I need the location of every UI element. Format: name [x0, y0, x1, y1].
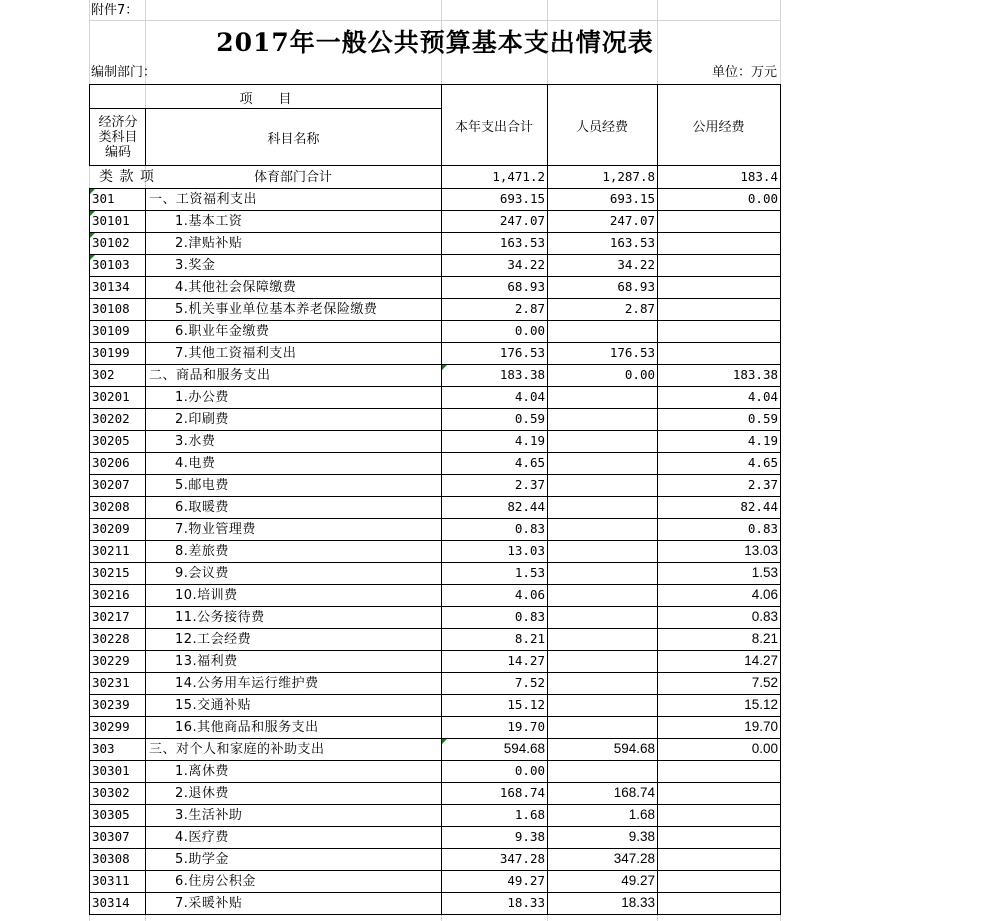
row-name: 8.差旅费: [145, 540, 442, 562]
row-total: 19.70: [441, 716, 548, 738]
row-total: 13.03: [441, 540, 548, 562]
table-row: [89, 760, 781, 783]
summary-row: [89, 166, 781, 189]
summary-total: 1,471.2: [441, 166, 548, 188]
row-personnel: 9.38: [547, 826, 658, 848]
row-name: 2.津贴补贴: [145, 232, 442, 254]
summary-name: 体育部门合计: [145, 166, 442, 188]
row-public: [657, 342, 781, 364]
row-code: 30305: [89, 804, 146, 826]
table-row: [89, 320, 781, 343]
row-personnel: 18.33: [547, 892, 658, 914]
row-personnel: [547, 408, 658, 430]
header-econ-code-line: 类科目: [98, 129, 138, 145]
row-total: 4.04: [441, 386, 548, 408]
attachment-label: 附件7：: [91, 2, 139, 18]
page-title: 2017年一般公共预算基本支出情况表: [216, 28, 654, 57]
row-code: 30211: [89, 540, 146, 562]
row-total: 68.93: [441, 276, 548, 298]
row-name: 7.物业管理费: [145, 518, 442, 540]
row-personnel: [547, 518, 658, 540]
table-row: [89, 804, 781, 827]
row-public: [657, 210, 781, 232]
row-total: 693.15: [441, 188, 548, 210]
row-name: 3.生活补助: [145, 804, 442, 826]
table-row: [89, 430, 781, 453]
header-subject-name: 科目名称: [145, 108, 442, 166]
row-personnel: [547, 562, 658, 584]
table-row: [89, 298, 781, 321]
table-row: [89, 650, 781, 673]
row-name: 一、工资福利支出: [145, 188, 442, 210]
row-code: 30208: [89, 496, 146, 518]
row-public: 7.52: [657, 672, 781, 694]
row-total: 1.53: [441, 562, 548, 584]
row-name: 9.会议费: [145, 562, 442, 584]
row-name: 10.培训费: [145, 584, 442, 606]
table-row: [89, 364, 781, 387]
row-public: 4.04: [657, 386, 781, 408]
row-public: [657, 826, 781, 848]
table-row: [89, 342, 781, 365]
table-row: [89, 694, 781, 717]
attachment-row: [89, 0, 781, 21]
row-public: 1.53: [657, 562, 781, 584]
row-total: 0.00: [441, 320, 548, 342]
row-personnel: [547, 474, 658, 496]
table-row: [89, 254, 781, 277]
row-public: 0.83: [657, 518, 781, 540]
table-row: [89, 892, 781, 915]
row-personnel: [547, 452, 658, 474]
header-total: 本年支出合计: [441, 84, 548, 166]
row-personnel: [547, 672, 658, 694]
row-total: 18.33: [441, 892, 548, 914]
row-total: 49.27: [441, 870, 548, 892]
dept-label: 编制部门：: [91, 64, 157, 80]
row-public: [657, 254, 781, 276]
row-total: 594.68: [441, 738, 548, 760]
row-code: 30299: [89, 716, 146, 738]
header-econ-code-line: 编码: [104, 144, 131, 160]
row-name: 12.工会经费: [145, 628, 442, 650]
row-code: 30103: [89, 254, 146, 276]
row-name: 4.电费: [145, 452, 442, 474]
table-row: [89, 870, 781, 893]
summary-code-labels: 类 款 项: [99, 169, 155, 185]
cell-indicator-icon: [90, 233, 95, 238]
row-total: 183.38: [441, 364, 548, 386]
row-name: 7.采暖补贴: [145, 892, 442, 914]
row-personnel: [547, 760, 658, 782]
row-public: [657, 298, 781, 320]
row-public: [657, 782, 781, 804]
table-row: [89, 188, 781, 211]
row-total: 14.27: [441, 650, 548, 672]
table-row: [89, 496, 781, 519]
row-name: 1.离休费: [145, 760, 442, 782]
row-personnel: [547, 540, 658, 562]
table-row: [89, 518, 781, 541]
row-personnel: [547, 496, 658, 518]
row-name: 3.水费: [145, 430, 442, 452]
row-code: 30228: [89, 628, 146, 650]
row-total: 347.28: [441, 848, 548, 870]
row-personnel: [547, 650, 658, 672]
row-public: 19.70: [657, 716, 781, 738]
row-name: 三、对个人和家庭的补助支出: [145, 738, 442, 760]
row-public: 13.03: [657, 540, 781, 562]
table-row: [89, 848, 781, 871]
row-code: 30239: [89, 694, 146, 716]
row-code: 30301: [89, 760, 146, 782]
row-total: 2.87: [441, 298, 548, 320]
row-public: 15.12: [657, 694, 781, 716]
row-personnel: [547, 606, 658, 628]
table-row: [89, 826, 781, 849]
row-code: 30209: [89, 518, 146, 540]
row-public: 0.00: [657, 188, 781, 210]
row-name: 5.助学金: [145, 848, 442, 870]
table-row: [89, 738, 781, 761]
row-code: 30207: [89, 474, 146, 496]
table-row: [89, 628, 781, 651]
row-total: 9.38: [441, 826, 548, 848]
header-econ-code: [89, 108, 146, 166]
row-public: [657, 276, 781, 298]
row-public: [657, 804, 781, 826]
row-public: 4.65: [657, 452, 781, 474]
row-code: 30206: [89, 452, 146, 474]
cell-indicator-icon: [90, 189, 95, 194]
row-public: 0.00: [657, 738, 781, 760]
row-personnel: 594.68: [547, 738, 658, 760]
row-code: 30231: [89, 672, 146, 694]
row-public: 82.44: [657, 496, 781, 518]
cell-indicator-icon: [90, 211, 95, 216]
row-total: 8.21: [441, 628, 548, 650]
table-row: [89, 716, 781, 739]
table-row: [89, 276, 781, 299]
table-row: [89, 606, 781, 629]
row-name: 11.公务接待费: [145, 606, 442, 628]
row-total: 0.83: [441, 518, 548, 540]
table-row: [89, 452, 781, 475]
cell-indicator-icon: [442, 365, 447, 370]
header-econ-code-line: 经济分: [98, 114, 138, 130]
row-public: 14.27: [657, 650, 781, 672]
row-code: 302: [89, 364, 146, 386]
table-row: [89, 386, 781, 409]
row-code: 30307: [89, 826, 146, 848]
row-code: 301: [89, 188, 146, 210]
row-total: 4.65: [441, 452, 548, 474]
table-row: [89, 562, 781, 585]
row-personnel: [547, 320, 658, 342]
row-public: [657, 320, 781, 342]
row-code: 30216: [89, 584, 146, 606]
row-public: 0.59: [657, 408, 781, 430]
row-personnel: 347.28: [547, 848, 658, 870]
row-name: 4.医疗费: [145, 826, 442, 848]
row-name: 16.其他商品和服务支出: [145, 716, 442, 738]
table-row: [89, 782, 781, 805]
table-row: [89, 210, 781, 233]
row-code: 30205: [89, 430, 146, 452]
row-name: 13.福利费: [145, 650, 442, 672]
row-total: 82.44: [441, 496, 548, 518]
row-personnel: [547, 694, 658, 716]
row-personnel: 163.53: [547, 232, 658, 254]
row-name: 3.奖金: [145, 254, 442, 276]
row-public: [657, 760, 781, 782]
row-personnel: 176.53: [547, 342, 658, 364]
row-personnel: 2.87: [547, 298, 658, 320]
row-name: 2.印刷费: [145, 408, 442, 430]
row-code: 30217: [89, 606, 146, 628]
row-personnel: [547, 716, 658, 738]
row-code: 30229: [89, 650, 146, 672]
row-public: [657, 892, 781, 914]
cell-indicator-icon: [442, 739, 447, 744]
table-row: [89, 672, 781, 695]
row-public: 4.19: [657, 430, 781, 452]
row-public: [657, 870, 781, 892]
table-row: [89, 540, 781, 563]
row-name: 2.退休费: [145, 782, 442, 804]
summary-personnel: 1,287.8: [547, 166, 658, 188]
meta-row: [89, 60, 781, 84]
row-personnel: 168.74: [547, 782, 658, 804]
row-personnel: 34.22: [547, 254, 658, 276]
row-name: 1.基本工资: [145, 210, 442, 232]
row-name: 15.交通补贴: [145, 694, 442, 716]
row-public: 0.83: [657, 606, 781, 628]
row-total: 0.83: [441, 606, 548, 628]
row-code: 30108: [89, 298, 146, 320]
row-personnel: 68.93: [547, 276, 658, 298]
row-total: 7.52: [441, 672, 548, 694]
row-total: 168.74: [441, 782, 548, 804]
cell-indicator-icon: [90, 255, 95, 260]
row-total: 176.53: [441, 342, 548, 364]
row-total: 163.53: [441, 232, 548, 254]
row-total: 4.06: [441, 584, 548, 606]
row-code: 30199: [89, 342, 146, 364]
row-code: 303: [89, 738, 146, 760]
row-code: 30202: [89, 408, 146, 430]
row-personnel: [547, 628, 658, 650]
row-public: 183.38: [657, 364, 781, 386]
table-row: [89, 584, 781, 607]
table-row: [89, 474, 781, 497]
row-personnel: 49.27: [547, 870, 658, 892]
spreadsheet-sheet: [89, 0, 781, 921]
table-row: [89, 408, 781, 431]
row-name: 4.其他社会保障缴费: [145, 276, 442, 298]
header-personnel: 人员经费: [547, 84, 658, 166]
row-code: 30311: [89, 870, 146, 892]
row-public: [657, 848, 781, 870]
row-public: 2.37: [657, 474, 781, 496]
row-total: 247.07: [441, 210, 548, 232]
row-name: 6.职业年金缴费: [145, 320, 442, 342]
row-name: 5.机关事业单位基本养老保险缴费: [145, 298, 442, 320]
header-item: 项 目: [89, 84, 442, 109]
row-public: [657, 232, 781, 254]
row-code: 30134: [89, 276, 146, 298]
row-code: 30201: [89, 386, 146, 408]
row-personnel: 0.00: [547, 364, 658, 386]
row-name: 1.办公费: [145, 386, 442, 408]
row-name: 14.公务用车运行维护费: [145, 672, 442, 694]
row-code: 30314: [89, 892, 146, 914]
row-total: 4.19: [441, 430, 548, 452]
row-name: 7.其他工资福利支出: [145, 342, 442, 364]
row-code: 30102: [89, 232, 146, 254]
row-name: 二、商品和服务支出: [145, 364, 442, 386]
row-public: 4.06: [657, 584, 781, 606]
unit-label: 单位：万元: [711, 64, 777, 80]
row-total: 0.00: [441, 760, 548, 782]
row-personnel: 693.15: [547, 188, 658, 210]
row-total: 15.12: [441, 694, 548, 716]
row-total: 34.22: [441, 254, 548, 276]
row-personnel: 1.68: [547, 804, 658, 826]
row-code: 30308: [89, 848, 146, 870]
row-code: 30101: [89, 210, 146, 232]
row-name: 6.住房公积金: [145, 870, 442, 892]
row-name: 5.邮电费: [145, 474, 442, 496]
row-code: 30302: [89, 782, 146, 804]
row-personnel: [547, 386, 658, 408]
header-public: 公用经费: [657, 84, 781, 166]
row-personnel: [547, 430, 658, 452]
row-personnel: [547, 584, 658, 606]
row-personnel: 247.07: [547, 210, 658, 232]
row-total: 0.59: [441, 408, 548, 430]
row-public: 8.21: [657, 628, 781, 650]
row-code: 30109: [89, 320, 146, 342]
table-row: [89, 232, 781, 255]
row-total: 1.68: [441, 804, 548, 826]
row-code: 30215: [89, 562, 146, 584]
summary-public: 183.4: [657, 166, 781, 188]
row-name: 6.取暖费: [145, 496, 442, 518]
row-total: 2.37: [441, 474, 548, 496]
